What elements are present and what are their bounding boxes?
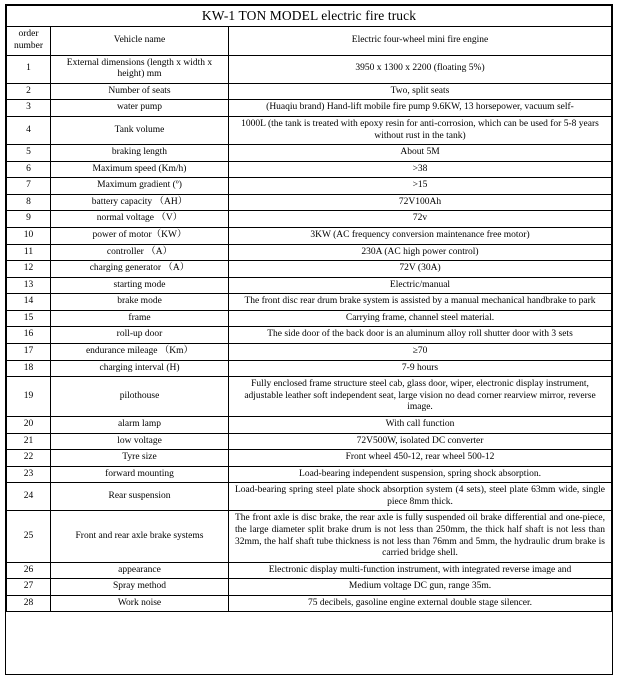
row-item-name: Tank volume [51, 116, 229, 144]
table-row [7, 145, 612, 162]
row-item-name: battery capacity （AH） [51, 194, 229, 211]
row-item-name: alarm lamp [51, 416, 229, 433]
row-item-value: Medium voltage DC gun, range 35m. [229, 579, 612, 596]
row-item-value: 7-9 hours [229, 360, 612, 377]
header-vehicle-name: Vehicle name [51, 27, 229, 55]
row-order-number: 15 [7, 310, 51, 327]
row-item-name: Rear suspension [51, 483, 229, 511]
table-row [7, 244, 612, 261]
table-row [7, 194, 612, 211]
row-item-name: External dimensions (length x width x height) mm [51, 55, 229, 83]
row-item-value: The front axle is disc brake, the rear axle is fully suspended oil brake differential and one-piece, the large diameter split brake drum is not less than 250mm, the thick half shaft is not less than 32mm, the half shaft tube thickness is not less than 76mm and 5mm, the hydraulic drum brake is carried bridge shell. [229, 511, 612, 562]
row-order-number: 23 [7, 466, 51, 483]
row-order-number: 12 [7, 261, 51, 278]
row-order-number: 19 [7, 377, 51, 417]
row-item-name: charging generator （A） [51, 261, 229, 278]
table-row [7, 116, 612, 144]
row-item-value: Electronic display multi-function instrument, with integrated reverse image and [229, 562, 612, 579]
table-row [7, 55, 612, 83]
table-row [7, 579, 612, 596]
row-item-value: With call function [229, 416, 612, 433]
row-order-number: 9 [7, 211, 51, 228]
row-order-number: 26 [7, 562, 51, 579]
row-item-value: Load-bearing independent suspension, spring shock absorption. [229, 466, 612, 483]
table-row [7, 83, 612, 100]
row-item-value: 230A (AC high power control) [229, 244, 612, 261]
row-item-value: 75 decibels, gasoline engine external double stage silencer. [229, 595, 612, 612]
table-row [7, 360, 612, 377]
table-row [7, 161, 612, 178]
row-item-value: Fully enclosed frame structure steel cab, glass door, wiper, electronic display instrument, adjustable leather soft independent seat, large vision no dead corner rearview mirror, reverse image. [229, 377, 612, 417]
row-item-value: >38 [229, 161, 612, 178]
row-item-name: power of motor（KW） [51, 227, 229, 244]
specification-table [6, 5, 612, 612]
row-item-name: frame [51, 310, 229, 327]
table-row [7, 483, 612, 511]
row-item-name: endurance mileage （Km） [51, 344, 229, 361]
table-row [7, 562, 612, 579]
row-order-number: 25 [7, 511, 51, 562]
row-item-value: >15 [229, 178, 612, 195]
document-title: KW-1 TON MODEL electric fire truck [7, 6, 612, 27]
row-order-number: 27 [7, 579, 51, 596]
row-order-number: 16 [7, 327, 51, 344]
row-order-number: 5 [7, 145, 51, 162]
row-item-name: pilothouse [51, 377, 229, 417]
row-order-number: 4 [7, 116, 51, 144]
table-row [7, 310, 612, 327]
table-row [7, 466, 612, 483]
row-order-number: 28 [7, 595, 51, 612]
table-row [7, 450, 612, 467]
row-order-number: 20 [7, 416, 51, 433]
row-item-name: starting mode [51, 277, 229, 294]
row-order-number: 18 [7, 360, 51, 377]
row-item-value: Electric/manual [229, 277, 612, 294]
row-order-number: 22 [7, 450, 51, 467]
row-item-name: forward mounting [51, 466, 229, 483]
table-row [7, 511, 612, 562]
table-title-row [7, 6, 612, 27]
row-item-value: Carrying frame, channel steel material. [229, 310, 612, 327]
table-row [7, 261, 612, 278]
table-row [7, 294, 612, 311]
row-order-number: 14 [7, 294, 51, 311]
row-item-value: 72v [229, 211, 612, 228]
row-item-name: water pump [51, 100, 229, 117]
row-item-name: low voltage [51, 433, 229, 450]
table-row [7, 416, 612, 433]
row-item-name: Number of seats [51, 83, 229, 100]
table-row [7, 595, 612, 612]
row-order-number: 6 [7, 161, 51, 178]
row-order-number: 8 [7, 194, 51, 211]
row-order-number: 10 [7, 227, 51, 244]
row-item-name: normal voltage （V） [51, 211, 229, 228]
table-row [7, 277, 612, 294]
row-item-value: (Huaqiu brand) Hand-lift mobile fire pump 9.6KW, 13 horsepower, vacuum self- [229, 100, 612, 117]
row-order-number: 1 [7, 55, 51, 83]
row-item-value: 3950 x 1300 x 2200 (floating 5%) [229, 55, 612, 83]
row-order-number: 17 [7, 344, 51, 361]
row-item-name: Front and rear axle brake systems [51, 511, 229, 562]
table-row [7, 327, 612, 344]
row-item-name: braking length [51, 145, 229, 162]
row-order-number: 13 [7, 277, 51, 294]
row-item-value: Front wheel 450-12, rear wheel 500-12 [229, 450, 612, 467]
table-row [7, 433, 612, 450]
table-row [7, 100, 612, 117]
row-item-name: charging interval (H) [51, 360, 229, 377]
row-order-number: 21 [7, 433, 51, 450]
table-row [7, 227, 612, 244]
table-row [7, 178, 612, 195]
row-order-number: 11 [7, 244, 51, 261]
row-item-name: controller （A） [51, 244, 229, 261]
row-item-name: Spray method [51, 579, 229, 596]
row-item-name: Maximum speed (Km/h) [51, 161, 229, 178]
row-item-value: 72V500W, isolated DC converter [229, 433, 612, 450]
row-item-name: roll-up door [51, 327, 229, 344]
row-item-name: appearance [51, 562, 229, 579]
row-item-value: 3KW (AC frequency conversion maintenance free motor) [229, 227, 612, 244]
row-item-name: Maximum gradient (º) [51, 178, 229, 195]
row-item-value: 72V (30A) [229, 261, 612, 278]
row-item-value: 1000L (the tank is treated with epoxy resin for anti-corrosion, which can be used for 5-8 years without rust in the tank) [229, 116, 612, 144]
row-item-name: Tyre size [51, 450, 229, 467]
row-order-number: 3 [7, 100, 51, 117]
row-item-value: The front disc rear drum brake system is assisted by a manual mechanical handbrake to park [229, 294, 612, 311]
row-item-value: ≥70 [229, 344, 612, 361]
row-item-value: 72V100Ah [229, 194, 612, 211]
row-item-value: Load-bearing spring steel plate shock absorption system (4 sets), steel plate 63mm wide, single piece 8mm thick. [229, 483, 612, 511]
table-row [7, 344, 612, 361]
table-body [7, 6, 612, 612]
row-item-value: The side door of the back door is an aluminum alloy roll shutter door with 3 sets [229, 327, 612, 344]
row-item-name: Work noise [51, 595, 229, 612]
row-item-name: brake mode [51, 294, 229, 311]
row-order-number: 2 [7, 83, 51, 100]
row-order-number: 24 [7, 483, 51, 511]
row-order-number: 7 [7, 178, 51, 195]
table-row [7, 377, 612, 417]
table-row [7, 211, 612, 228]
row-item-value: About 5M [229, 145, 612, 162]
header-order-number: order number [7, 27, 51, 55]
row-item-value: Two, split seats [229, 83, 612, 100]
table-header-row [7, 27, 612, 55]
header-description: Electric four-wheel mini fire engine [229, 27, 612, 55]
